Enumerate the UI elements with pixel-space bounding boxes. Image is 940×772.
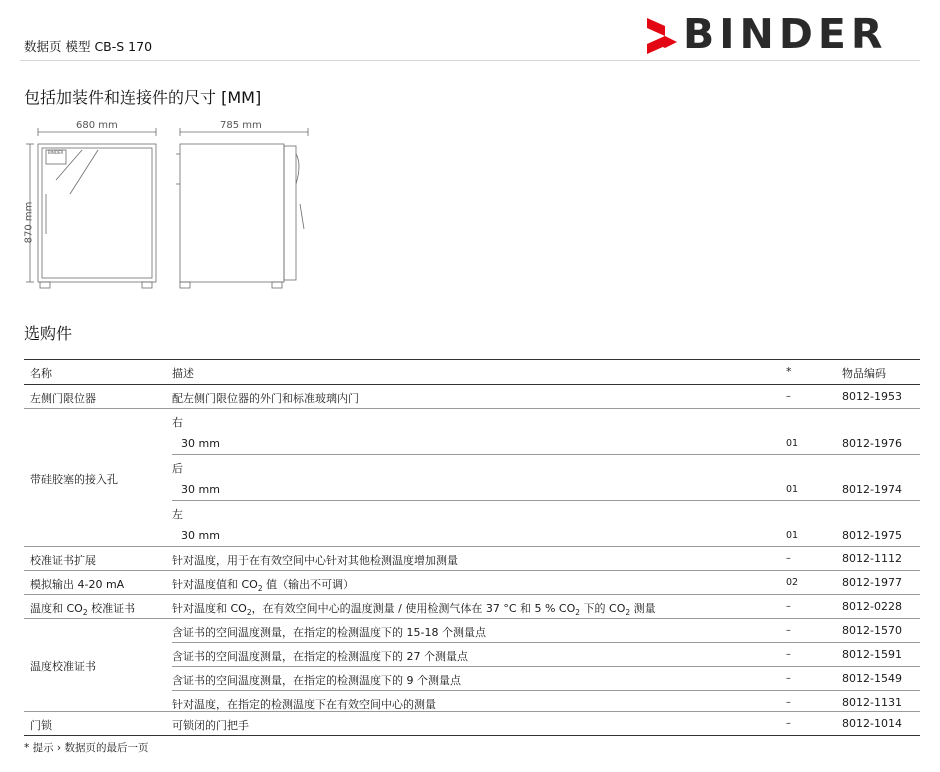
option-note: – — [786, 673, 791, 684]
option-name: 温度校准证书 — [30, 660, 96, 673]
height-dimension-label: 870 mm — [23, 201, 35, 244]
table-subrow — [172, 667, 920, 691]
option-name: 校准证书扩展 — [30, 554, 96, 567]
option-description: 含证书的空间温度测量，在指定的检测温度下的 27 个测量点 — [172, 650, 468, 663]
table-row — [24, 712, 920, 736]
option-note: – — [786, 649, 791, 660]
table-row-group — [24, 619, 920, 712]
port-side-label: 右 — [172, 416, 183, 429]
option-description: 针对温度，在指定的检测温度下在有效空间中心的测量 — [172, 698, 436, 711]
option-item-number: 8012-1014 — [842, 717, 902, 730]
options-title: 选购件 — [24, 324, 73, 343]
option-description: 针对温度值和 $CO_2$ 值（输出不可调） — [172, 578, 355, 594]
table-row — [24, 571, 920, 595]
table-subrow — [172, 501, 920, 546]
options-table — [24, 359, 920, 736]
table-row-group — [24, 409, 920, 547]
technical-drawing — [20, 114, 310, 294]
option-description: 配左侧门限位器的外门和标准玻璃内门 — [172, 392, 359, 405]
dimensions-title: 包括加装件和连接件的尺寸 [MM] — [24, 88, 262, 107]
option-note: – — [786, 553, 791, 564]
column-header-name: 名称 — [30, 367, 52, 380]
option-name: 左侧门限位器 — [30, 392, 96, 405]
option-note: – — [786, 391, 791, 402]
depth-dimension-label: 785 mm — [220, 120, 262, 131]
column-header-description: 描述 — [172, 367, 194, 380]
option-name: 带硅胶塞的接入孔 — [30, 473, 118, 486]
footnote: * 提示 › 数据页的最后一页 — [24, 742, 149, 754]
header-divider — [20, 60, 920, 61]
option-item-number: 8012-1975 — [842, 529, 902, 542]
option-note: – — [786, 718, 791, 729]
option-note: – — [786, 601, 791, 612]
table-subrow — [172, 619, 920, 643]
table-subrow — [172, 691, 920, 714]
option-note: – — [786, 625, 791, 636]
dimension-drawing — [20, 114, 310, 294]
option-note: – — [786, 697, 791, 708]
table-subrow — [172, 455, 920, 501]
option-description: 含证书的空间温度测量，在指定的检测温度下的 15-18 个测量点 — [172, 626, 486, 639]
port-size: 30 mm — [181, 483, 220, 496]
option-description: 针对温度，用于在有效空间中心针对其他检测温度增加测量 — [172, 554, 458, 567]
option-item-number: 8012-1131 — [842, 696, 902, 709]
option-description: 可锁闭的门把手 — [172, 719, 249, 732]
option-item-number: 8012-1977 — [842, 576, 902, 589]
column-header-item-number: 物品编码 — [842, 367, 886, 380]
option-item-number: 8012-0228 — [842, 600, 902, 613]
option-description: 含证书的空间温度测量，在指定的检测温度下的 9 个测量点 — [172, 674, 461, 687]
option-name: 门锁 — [30, 719, 52, 732]
page-header — [0, 0, 940, 62]
binder-logo-icon — [645, 16, 679, 56]
option-note: 01 — [786, 438, 799, 449]
option-item-number: 8012-1976 — [842, 437, 902, 450]
option-name: 温度和 $CO_2$ 校准证书 — [30, 602, 136, 618]
option-note: 02 — [786, 577, 799, 588]
port-side-label: 后 — [172, 462, 183, 475]
port-side-label: 左 — [172, 508, 183, 521]
option-item-number: 8012-1974 — [842, 483, 902, 496]
option-name: 模拟输出 4-20 mA — [30, 578, 125, 591]
option-note: 01 — [786, 530, 799, 541]
page-title: 数据页 模型 CB-S 170 — [24, 39, 153, 54]
option-note: 01 — [786, 484, 799, 495]
option-item-number: 8012-1570 — [842, 624, 902, 637]
panel-brand-label: BINDER — [48, 150, 64, 155]
binder-logo — [645, 10, 920, 58]
option-description: 针对温度和 $CO_2$，在有效空间中心的温度测量 / 使用检测气体在 37 °C 和 5 % $CO_2$ 下的 $CO_2$ 测量 — [172, 602, 656, 618]
option-item-number: 8012-1953 — [842, 390, 902, 403]
port-size: 30 mm — [181, 437, 220, 450]
column-header-note: * — [786, 365, 792, 378]
table-row — [24, 595, 920, 619]
option-item-number: 8012-1112 — [842, 552, 902, 565]
width-dimension-label: 680 mm — [76, 120, 118, 131]
option-item-number: 8012-1549 — [842, 672, 902, 685]
table-subrow — [172, 409, 920, 455]
brand-wordmark: BINDER — [683, 10, 888, 58]
option-item-number: 8012-1591 — [842, 648, 902, 661]
table-row — [24, 547, 920, 571]
table-header-row — [24, 359, 920, 385]
port-size: 30 mm — [181, 529, 220, 542]
table-row — [24, 385, 920, 409]
table-subrow — [172, 643, 920, 667]
